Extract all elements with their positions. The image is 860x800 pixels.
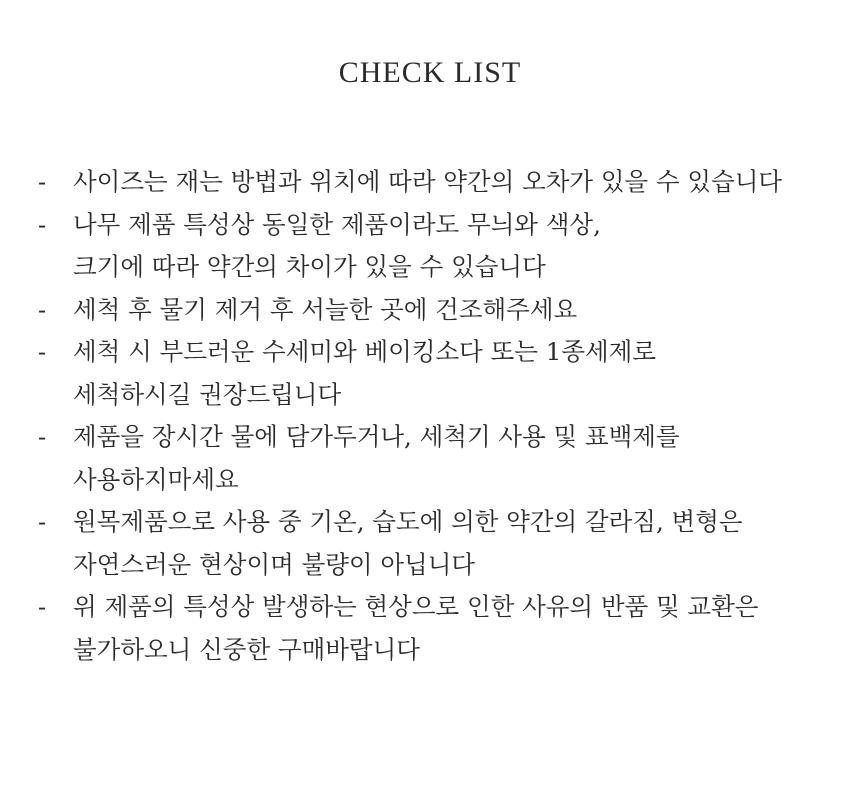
list-item [38,501,838,586]
list-item [38,161,838,204]
list-item-line: 나무 제품 특성상 동일한 제품이라도 무늬와 색상, [73,209,601,239]
list-item [38,331,838,416]
list-item-line: 자연스러운 현상이며 불량이 아닙니다 [73,549,476,579]
list-item [38,586,838,671]
list-item-line: 제품을 장시간 물에 담가두거나, 세척기 사용 및 표백제를 [73,422,680,451]
dash-bullet: - [38,210,47,239]
list-item [38,204,838,289]
list-item-line: 세척 시 부드러운 수세미와 베이킹소다 또는 1종세제로 [73,337,656,366]
list-item-line: 세척 후 물기 제거 후 서늘한 곳에 건조해주세요 [73,294,578,324]
check-list [38,161,838,671]
list-item-line: 위 제품의 특성상 발생하는 현상으로 인한 사유의 반품 및 교환은 [73,592,759,621]
list-item-line: 불가하오니 신중한 구매바랍니다 [73,634,420,664]
dash-bullet: - [38,168,47,196]
dash-bullet: - [38,295,47,324]
dash-bullet: - [38,423,47,451]
dash-bullet: - [38,338,47,366]
list-item-line: 세척하시길 권장드립니다 [73,379,342,409]
list-item [38,416,838,501]
list-item [38,289,838,332]
list-item-line: 사이즈는 재는 방법과 위치에 따라 약간의 오차가 있을 수 있습니다 [73,167,783,196]
list-item-line: 원목제품으로 사용 중 기온, 습도에 의한 약간의 갈라짐, 변형은 [73,507,743,536]
dash-bullet: - [38,593,47,621]
list-item-line: 크기에 따라 약간의 차이가 있을 수 있습니다 [73,252,546,281]
dash-bullet: - [38,508,47,536]
list-item-line: 사용하지마세요 [73,464,239,494]
page-title: CHECK LIST [338,56,522,89]
